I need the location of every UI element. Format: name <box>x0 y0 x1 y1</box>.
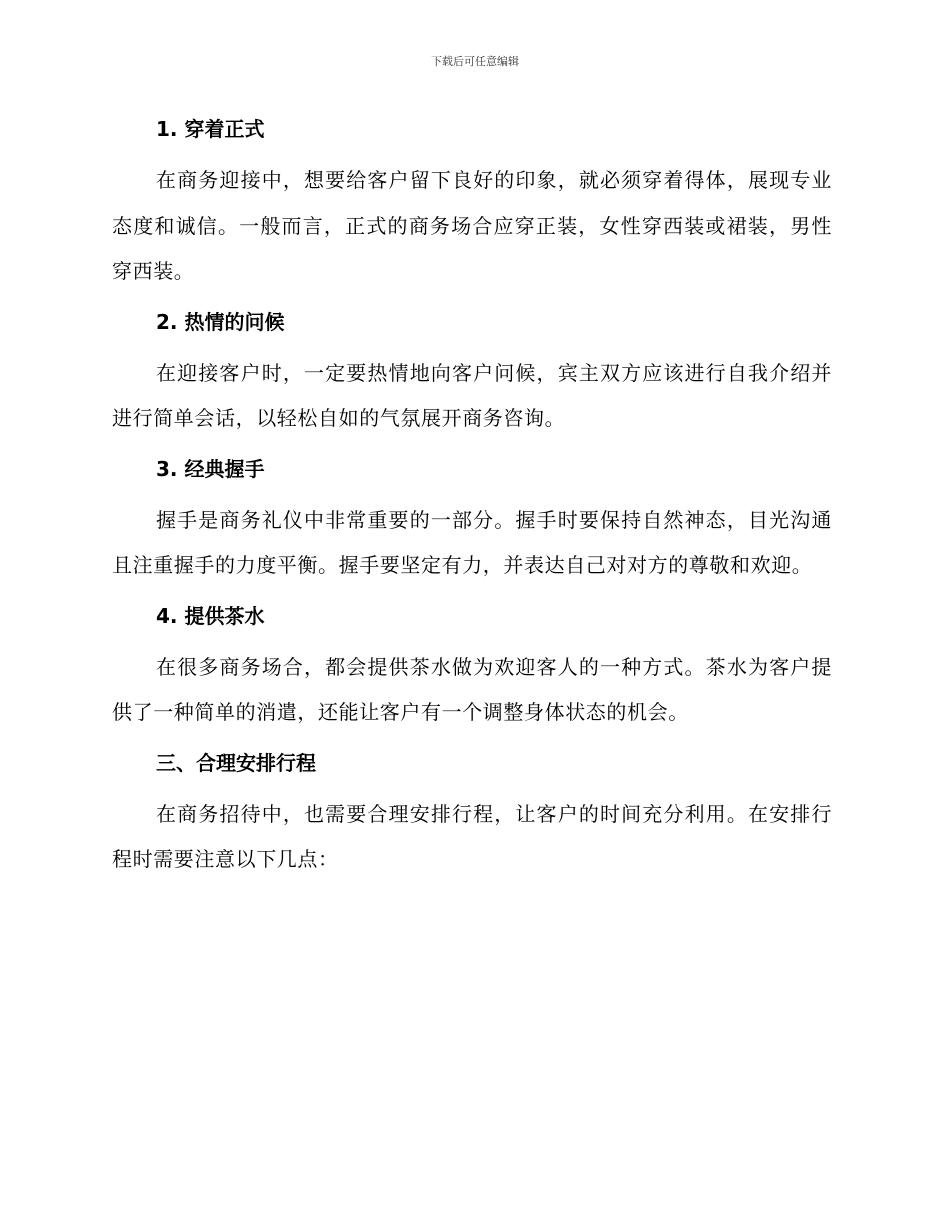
section-dress-formally <box>112 110 832 295</box>
page-header: 下载后可任意编辑 <box>431 55 519 68</box>
section-serve-tea <box>112 597 832 736</box>
section-paragraph: 在商务迎接中，想要给客户留下良好的印象，就必须穿着得体，展现专业态度和诚信。一般而言，正式的商务场合应穿正装，女性穿西装或裙装，男性穿西装。 <box>112 168 832 283</box>
section-heading: 1. 穿着正式 <box>156 117 265 141</box>
section-classic-handshake <box>112 450 832 589</box>
section-heading: 三、合理安排行程 <box>156 750 316 775</box>
section-paragraph: 握手是商务礼仪中非常重要的一部分。握手时要保持自然神态，目光沟通且注重握手的力度平衡。握手要坚定有力，并表达自己对对方的尊敬和欢迎。 <box>112 507 832 577</box>
section-paragraph: 在商务招待中，也需要合理安排行程，让客户的时间充分利用。在安排行程时需要注意以下几点： <box>112 801 832 871</box>
section-paragraph: 在迎接客户时，一定要热情地向客户问候，宾主双方应该进行自我介绍并进行简单会话，以轻松自如的气氛展开商务咨询。 <box>112 360 832 430</box>
section-arrange-itinerary <box>112 744 832 883</box>
section-paragraph: 在很多商务场合，都会提供茶水做为欢迎客人的一种方式。茶水为客户提供了一种简单的消遣，还能让客户有一个调整身体状态的机会。 <box>112 654 832 724</box>
section-warm-greeting <box>112 303 832 442</box>
section-heading: 2. 热情的问候 <box>156 309 285 334</box>
section-heading: 3. 经典握手 <box>156 456 265 481</box>
document-body <box>112 110 832 891</box>
section-heading: 4. 提供茶水 <box>156 603 265 628</box>
